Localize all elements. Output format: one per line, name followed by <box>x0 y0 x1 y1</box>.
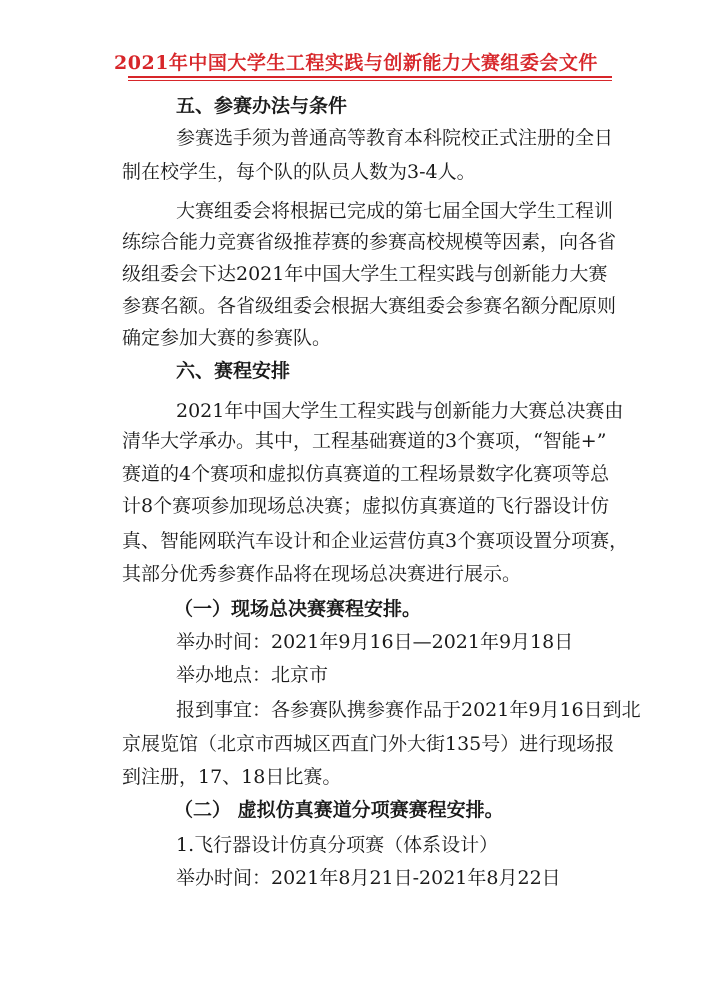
paragraph-line: 赛道的4个赛项和虚拟仿真赛道的工程场景数字化赛项等总 <box>122 463 610 485</box>
paragraph-line: 到注册，17、18日比赛。 <box>122 766 342 788</box>
subsection-heading-2: （二） 虚拟仿真赛道分项赛赛程安排。 <box>174 799 504 821</box>
numbered-item-heading: 1.飞行器设计仿真分项赛（体系设计） <box>176 834 499 856</box>
paragraph-line: 大赛组委会将根据已完成的第七届全国大学生工程训 <box>176 200 614 222</box>
paragraph-line: 参赛名额。各省级组委会根据大赛组委会参赛名额分配原则 <box>122 295 617 317</box>
paragraph-line: 清华大学承办。其中，工程基础赛道的3个赛项，“智能+” <box>122 430 607 452</box>
paragraph-line: 举办时间：2021年9月16日—2021年9月18日 <box>176 631 574 653</box>
paragraph-line: 确定参加大赛的参赛队。 <box>122 327 332 349</box>
paragraph-line: 京展览馆（北京市西城区西直门外大街135号）进行现场报 <box>122 733 615 755</box>
paragraph-line: 计8个赛项参加现场总决赛；虚拟仿真赛道的飞行器设计仿 <box>122 495 610 517</box>
section-heading-6: 六、赛程安排 <box>176 360 291 382</box>
document-header-title: 2021年中国大学生工程实践与创新能力大赛组委会文件 <box>114 52 598 74</box>
paragraph-line: 2021年中国大学生工程实践与创新能力大赛总决赛由 <box>176 400 624 422</box>
subsection-heading-1: （一）现场总决赛赛程安排。 <box>174 598 422 620</box>
paragraph-line: 制在校学生，每个队的队员人数为3-4人。 <box>122 161 476 183</box>
paragraph-line: 级组委会下达2021年中国大学生工程实践与创新能力大赛 <box>122 263 608 285</box>
header-red-rule-thin <box>128 80 612 81</box>
paragraph-line: 报到事宜：各参赛队携参赛作品于2021年9月16日到北 <box>176 699 641 721</box>
paragraph-line: 练综合能力竞赛省级推荐赛的参赛高校规模等因素，向各省 <box>122 231 617 253</box>
section-heading-5: 五、参赛办法与条件 <box>176 95 348 117</box>
header-red-rule <box>128 76 612 78</box>
paragraph-line: 真、智能网联汽车设计和企业运营仿真3个赛项设置分项赛， <box>122 530 629 552</box>
paragraph-line: 举办地点：北京市 <box>176 664 329 686</box>
paragraph-line: 参赛选手须为普通高等教育本科院校正式注册的全日 <box>176 127 614 149</box>
paragraph-line: 其部分优秀参赛作品将在现场总决赛进行展示。 <box>122 563 522 585</box>
paragraph-line: 举办时间：2021年8月21日-2021年8月22日 <box>176 867 561 889</box>
